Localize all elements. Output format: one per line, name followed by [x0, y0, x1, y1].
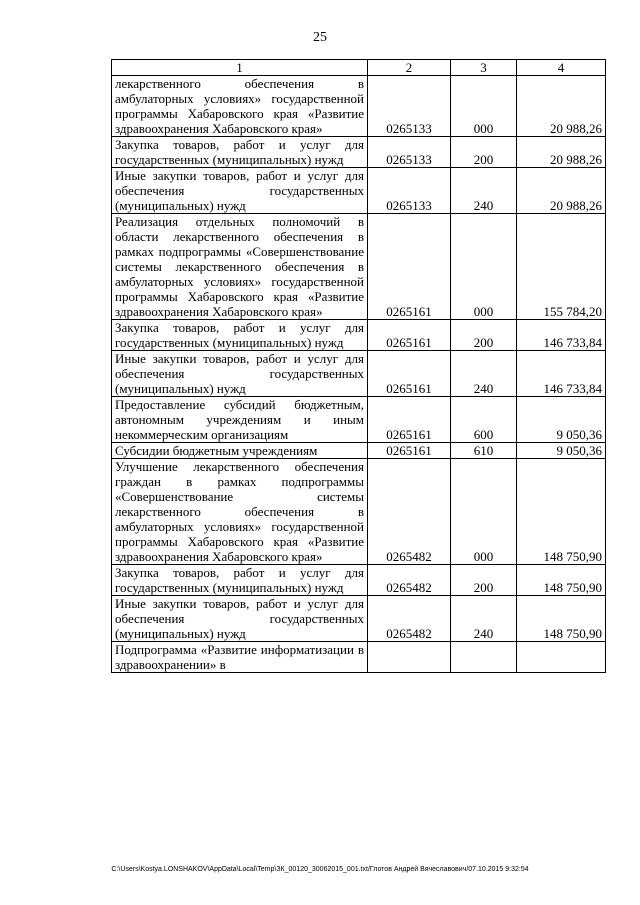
vr-cell: 240: [451, 596, 517, 642]
name-cell: Подпрограмма «Развитие информатизации в здравоохранении» в: [112, 642, 368, 673]
name-cell: Улучшение лекарственного обеспечения граждан в рамках подпрограммы «Совершенствование системы лекарственного обеспечения в амбулаторных условиях» государственной программы Хабаровского края «Развитие здравоохранения Хабаровского края»: [112, 459, 368, 565]
page-number: 25: [313, 30, 327, 45]
name-cell: Иные закупки товаров, работ и услуг для обеспечения государственных (муниципальных) нужд: [112, 168, 368, 214]
table-header-row: [112, 60, 606, 76]
vr-cell: 240: [451, 351, 517, 397]
code-cell: 0265482: [368, 459, 451, 565]
table-row: [112, 443, 606, 459]
vr-cell: 000: [451, 76, 517, 137]
amount-cell: 146 733,84: [517, 320, 606, 351]
code-cell: 0265133: [368, 137, 451, 168]
table-row: [112, 459, 606, 565]
code-cell: 0265161: [368, 351, 451, 397]
code-cell: 0265161: [368, 443, 451, 459]
code-cell: 0265133: [368, 76, 451, 137]
code-cell: 0265482: [368, 565, 451, 596]
name-cell: Закупка товаров, работ и услуг для государственных (муниципальных) нужд: [112, 137, 368, 168]
table-row: [112, 642, 606, 673]
file-path-footer: C:\Users\Kostya.LONSHAKOV\AppData\Local\Temp\ЗК_00120_30062015_001.txt/Глотов Андрей Вячеславович/07.10.2015 9:32:54: [111, 866, 529, 873]
name-cell: Предоставление субсидий бюджетным, автономным учреждениям и иным некоммерческим организациям: [112, 397, 368, 443]
vr-cell: 000: [451, 214, 517, 320]
name-cell: Закупка товаров, работ и услуг для государственных (муниципальных) нужд: [112, 565, 368, 596]
vr-cell: [451, 642, 517, 673]
amount-cell: 20 988,26: [517, 76, 606, 137]
table-row: [112, 596, 606, 642]
amount-cell: 9 050,36: [517, 443, 606, 459]
code-cell: 0265161: [368, 214, 451, 320]
header-cell: 4: [517, 60, 606, 76]
table-row: [112, 397, 606, 443]
name-cell: лекарственного обеспечения в амбулаторных условиях» государственной программы Хабаровского края «Развитие здравоохранения Хабаровского края»: [112, 76, 368, 137]
vr-cell: 600: [451, 397, 517, 443]
table-row: [112, 565, 606, 596]
table-row: [112, 214, 606, 320]
vr-cell: 200: [451, 320, 517, 351]
amount-cell: 155 784,20: [517, 214, 606, 320]
amount-cell: 20 988,26: [517, 137, 606, 168]
header-cell: 2: [368, 60, 451, 76]
amount-cell: 148 750,90: [517, 596, 606, 642]
code-cell: 0265161: [368, 397, 451, 443]
amount-cell: [517, 642, 606, 673]
table-row: [112, 320, 606, 351]
code-cell: 0265133: [368, 168, 451, 214]
budget-table: [111, 59, 606, 673]
code-cell: [368, 642, 451, 673]
amount-cell: 9 050,36: [517, 397, 606, 443]
name-cell: Закупка товаров, работ и услуг для государственных (муниципальных) нужд: [112, 320, 368, 351]
amount-cell: 20 988,26: [517, 168, 606, 214]
table-row: [112, 76, 606, 137]
code-cell: 0265161: [368, 320, 451, 351]
table-row: [112, 168, 606, 214]
amount-cell: 148 750,90: [517, 565, 606, 596]
vr-cell: 000: [451, 459, 517, 565]
amount-cell: 146 733,84: [517, 351, 606, 397]
table-row: [112, 351, 606, 397]
name-cell: Иные закупки товаров, работ и услуг для обеспечения государственных (муниципальных) нужд: [112, 351, 368, 397]
vr-cell: 610: [451, 443, 517, 459]
vr-cell: 240: [451, 168, 517, 214]
vr-cell: 200: [451, 137, 517, 168]
vr-cell: 200: [451, 565, 517, 596]
code-cell: 0265482: [368, 596, 451, 642]
name-cell: Иные закупки товаров, работ и услуг для обеспечения государственных (муниципальных) нужд: [112, 596, 368, 642]
header-cell: 1: [112, 60, 368, 76]
name-cell: Субсидии бюджетным учреждениям: [112, 443, 368, 459]
table-row: [112, 137, 606, 168]
header-cell: 3: [451, 60, 517, 76]
amount-cell: 148 750,90: [517, 459, 606, 565]
name-cell: Реализация отдельных полномочий в области лекарственного обеспечения в рамках подпрограммы «Совершенствование системы лекарственного обеспечения в амбулаторных условиях» государственной программы Хабаровского края «Развитие здравоохранения Хабаровского края»: [112, 214, 368, 320]
